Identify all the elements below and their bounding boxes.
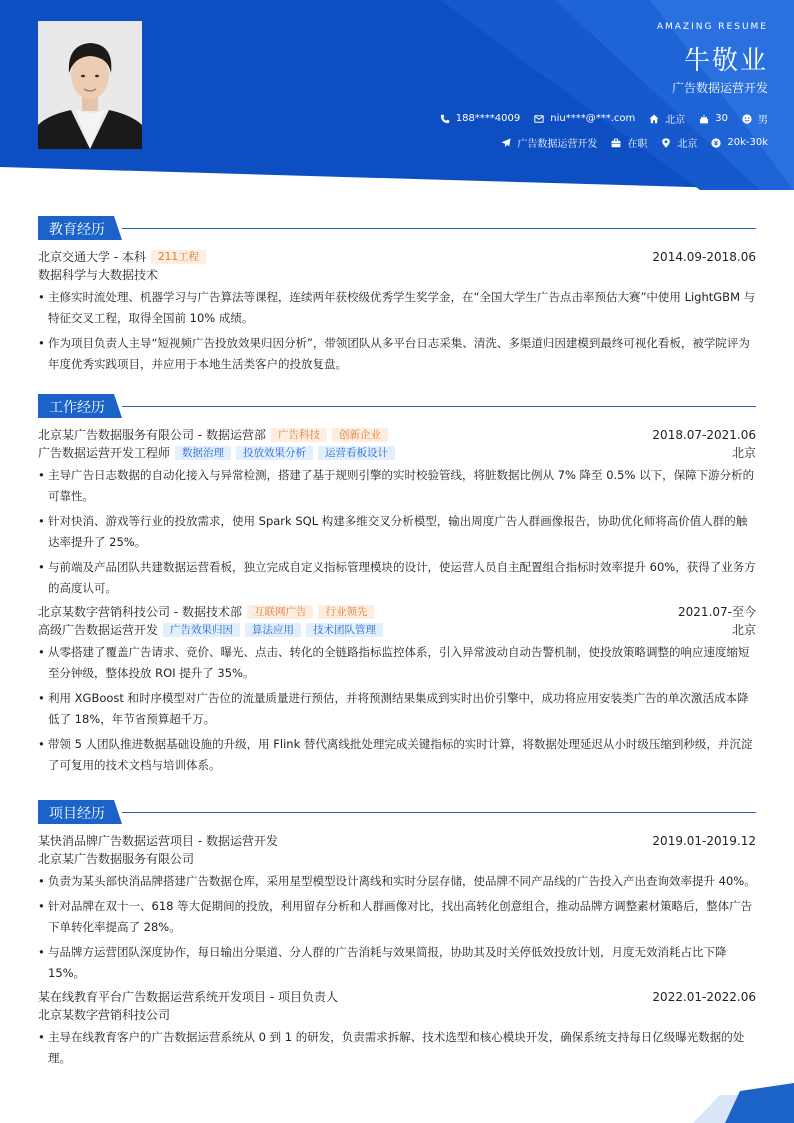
intent-text: 广告数据运营开发 [517, 139, 598, 150]
candidate-name: 牛敬业 [683, 46, 768, 76]
footer-decoration [0, 1083, 794, 1123]
role-tag: 投放效果分析 [236, 446, 313, 460]
company-tag: 互联网广告 [247, 605, 314, 619]
phone-text: 188****4009 [455, 113, 521, 124]
section-title: 教育经历 [49, 222, 105, 238]
salary-icon [711, 138, 721, 148]
role-name: 广告数据运营开发工程师 [38, 446, 171, 460]
job-intent-row [501, 135, 768, 150]
status-info [611, 135, 647, 150]
list-item: • 负责为某头部快消品牌搭建广告数据仓库，采用星型模型设计离线和实时分层存储，使品牌不同产品线的广告投入产出查询效率提升 40%。 [38, 871, 756, 892]
work-bullets [38, 465, 756, 599]
project-entry [38, 832, 756, 984]
home-info [649, 111, 685, 126]
work-date: 2021.07-至今 [678, 605, 756, 619]
location-pin-icon [661, 138, 671, 148]
education-entry [38, 248, 756, 375]
role-tag: 算法应用 [245, 623, 301, 637]
intent-info [501, 135, 597, 150]
section-divider [122, 812, 756, 813]
projects-section [38, 800, 756, 1073]
project-bullets [38, 871, 756, 984]
work-section-header [38, 394, 756, 418]
list-item: • 利用 XGBoost 和时序模型对广告位的流量质量进行预估，并将预测结果集成到实时出价引擎中，成功将应用安装类广告的单次激活成本降低了 18%，年节省预算超千万。 [38, 688, 756, 730]
gender-text: 男 [758, 115, 768, 126]
list-item: • 与前端及产品团队共建数据运营看板，独立完成自定义指标管理模块的设计，使运营人员自主配置组合指标时效率提升 60%，获得了业务方的高度认可。 [38, 557, 756, 599]
company-tag: 广告科技 [271, 428, 327, 442]
status-text: 在职 [627, 139, 648, 150]
home-text: 北京 [665, 115, 686, 126]
company-name: 北京某广告数据服务有限公司 - 数据运营部 [38, 428, 266, 442]
list-item: • 主导广告日志数据的自动化接入与异常检测，搭建了基于规则引擎的实时校验管线，将脏数据比例从 7% 降至 0.5% 以下，保障下游分析的可靠性。 [38, 465, 756, 507]
major: 数据科学与大数据技术 [38, 268, 159, 282]
school-name: 北京交通大学 - 本科 [38, 250, 146, 264]
work-city: 北京 [731, 623, 756, 637]
work-entry [38, 603, 756, 776]
company-tag: 行业领先 [318, 605, 374, 619]
location-text: 北京 [677, 139, 698, 150]
email-info [534, 113, 635, 124]
project-name: 某快消品牌广告数据运营项目 - 数据运营开发 [38, 834, 278, 848]
mail-icon [534, 114, 544, 124]
work-entry [38, 426, 756, 599]
list-item: • 针对快消、游戏等行业的投放需求，使用 Spark SQL 构建多维交叉分析模型，输出周度广告人群画像报告，协助优化师将高价值人群的触达率提升了 25%。 [38, 511, 756, 553]
list-item: • 主修实时流处理、机器学习与广告算法等课程，连续两年获校级优秀学生奖学金，在“全国大学生广告点击率预估大赛”中使用 LightGBM 与特征交叉工程，取得全国前 10% 成绩。 [38, 287, 756, 329]
salary-info [711, 137, 768, 148]
role-tag: 技术团队管理 [306, 623, 383, 637]
education-bullets [38, 287, 756, 375]
education-date: 2014.09-2018.06 [652, 250, 756, 264]
gender-info [742, 111, 768, 126]
work-bullets [38, 642, 756, 776]
salary-text: 20k-30k [727, 137, 768, 148]
list-item: • 作为项目负责人主导“短视频广告投放效果归因分析”，带领团队从多平台日志采集、清洗、多渠道归因建模到最终可视化看板，被学院评为年度优秀实践项目，并应用于本地生活类客户的投放复盘。 [38, 333, 756, 375]
age-text: 30 [715, 113, 728, 124]
company-tag: 创新企业 [332, 428, 388, 442]
avatar-portrait-icon [38, 21, 142, 149]
list-item: • 与品牌方运营团队深度协作，每日输出分渠道、分人群的广告消耗与效果简报，协助其及时关停低效投放计划，月度无效消耗占比下降 15%。 [38, 942, 756, 984]
project-entry [38, 988, 756, 1069]
section-title: 项目经历 [49, 806, 105, 822]
project-bullets [38, 1027, 756, 1069]
work-date: 2018.07-2021.06 [652, 428, 756, 442]
role-tag: 运营看板设计 [318, 446, 395, 460]
job-title: 广告数据运营开发 [671, 81, 768, 95]
project-name: 某在线教育平台广告数据运营系统开发项目 - 项目负责人 [38, 990, 338, 1004]
section-title: 工作经历 [49, 400, 105, 416]
role-name: 高级广告数据运营开发 [38, 623, 159, 637]
gender-icon [742, 114, 752, 124]
work-city: 北京 [731, 446, 756, 460]
school-tag: 211工程 [151, 250, 206, 264]
section-divider [122, 228, 756, 229]
contact-info-row [440, 111, 768, 126]
role-tag: 广告效果归因 [163, 623, 240, 637]
list-item: • 主导在线教育客户的广告数据运营系统从 0 到 1 的研发，负责需求拆解、技术选型和核心模块开发，确保系统支持每日亿级曝光数据的处理。 [38, 1027, 756, 1069]
project-date: 2022.01-2022.06 [652, 990, 756, 1004]
project-date: 2019.01-2019.12 [652, 834, 756, 848]
project-org: 北京某广告数据服务有限公司 [38, 852, 195, 866]
phone-icon [440, 114, 450, 124]
home-icon [649, 114, 659, 124]
location-info [661, 135, 697, 150]
phone-info [440, 113, 521, 124]
list-item: • 从零搭建了覆盖广告请求、竞价、曝光、点击、转化的全链路指标监控体系，引入异常波动自动告警机制，使投放策略调整的响应速度缩短至分钟级，整体投放 ROI 提升了 35%。 [38, 642, 756, 684]
email-text: niu****@***.com [550, 113, 636, 124]
list-item: • 针对品牌在双十一、618 等大促期间的投放，利用留存分析和人群画像对比，找出高转化创意组合，推动品牌方调整素材策略后，整体广告下单转化率提高了 28%。 [38, 896, 756, 938]
cake-icon [699, 114, 709, 124]
age-info [699, 113, 728, 124]
avatar [38, 21, 142, 149]
education-section [38, 216, 756, 379]
company-name: 北京某数字营销科技公司 - 数据技术部 [38, 605, 242, 619]
project-org: 北京某数字营销科技公司 [38, 1008, 171, 1022]
education-section-header [38, 216, 756, 240]
briefcase-icon [611, 138, 621, 148]
brand-label: AMAZING RESUME [656, 22, 768, 32]
role-tag: 数据治理 [175, 446, 231, 460]
list-item: • 带领 5 人团队推进数据基础设施的升级，用 Flink 替代离线批处理完成关键指标的实时计算，将数据处理延迟从小时级压缩到秒级，并沉淀了可复用的技术文档与培训体系。 [38, 734, 756, 776]
section-divider [122, 406, 756, 407]
send-icon [501, 138, 511, 148]
projects-section-header [38, 800, 756, 824]
work-section [38, 394, 756, 780]
